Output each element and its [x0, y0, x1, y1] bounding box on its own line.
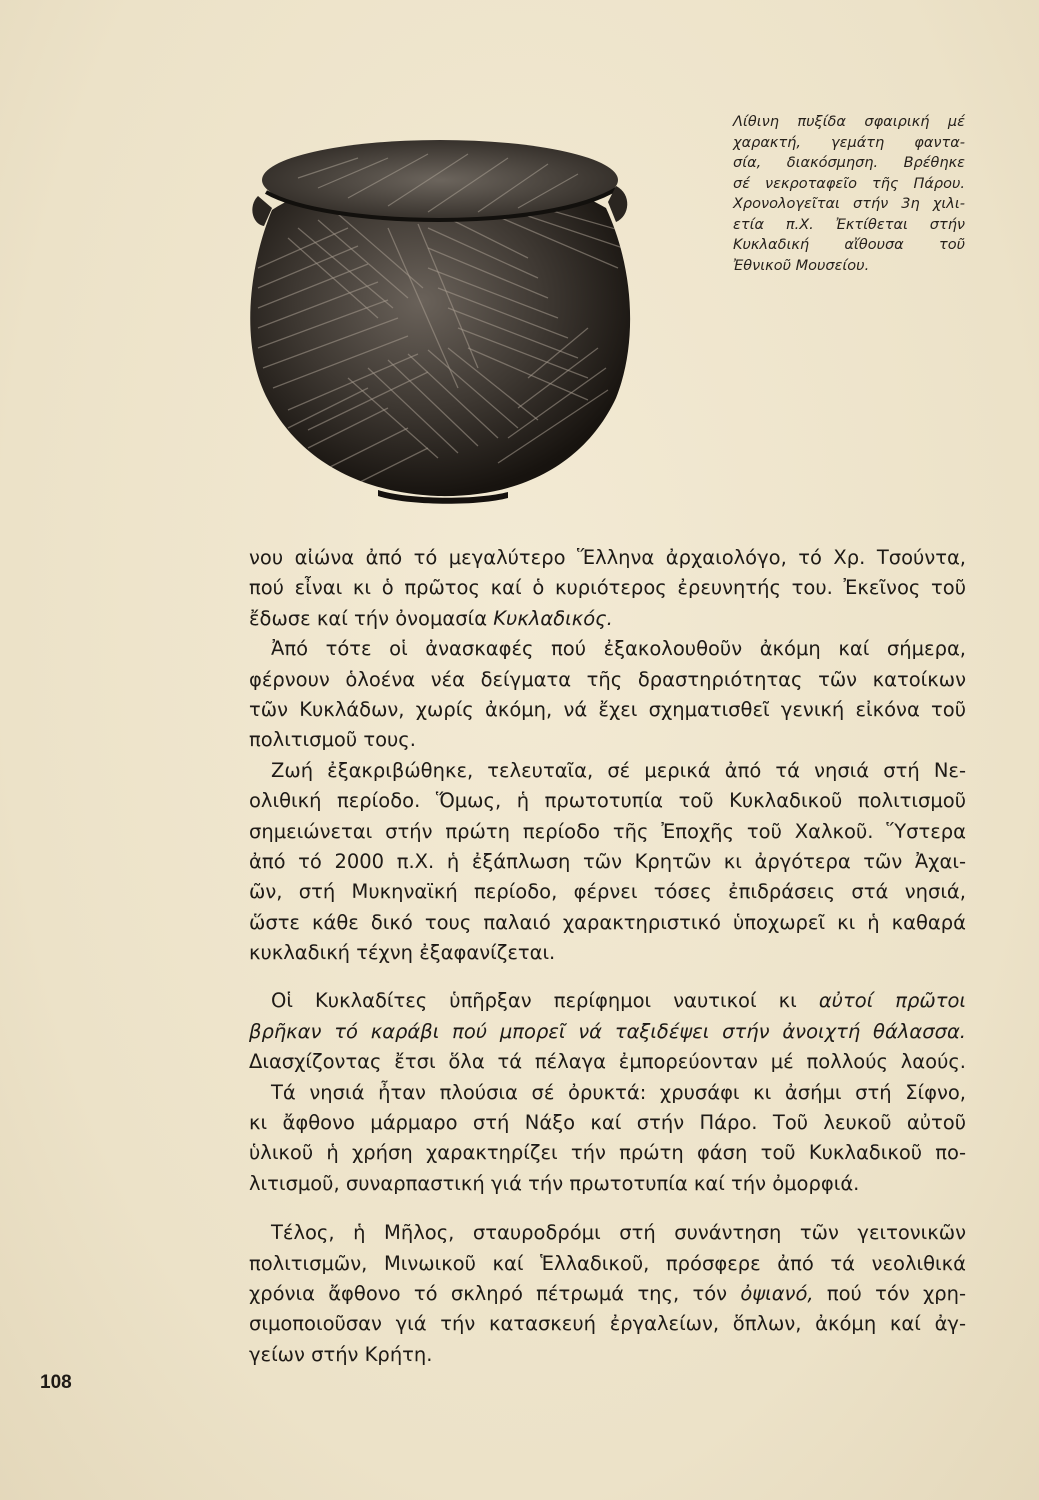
text-line: Τέλος, ἡ Μῆλος, σταυροδρόμι στή συνάντηση τῶν γειτονικῶν: [271, 1221, 966, 1245]
text-segment: πού τόν χρη-: [813, 1281, 966, 1305]
text-line: Ἀπό τότε οἱ ἀνασκαφές πού ἐξακολουθοῦν ἀκόμη καί σήμερα,: [271, 637, 966, 661]
text-line: σιμοποιοῦσαν γιά τήν κατασκευή ἐργαλείων, ὅπλων, ἀκόμη καί ἀγ-: [249, 1312, 966, 1336]
text-line: νου αἰώνα ἀπό τό μεγαλύτερο Ἕλληνα ἀρχαιολόγο, τό Χρ. Τσούντα,: [249, 546, 966, 569]
figure-caption: [733, 112, 965, 276]
body-text: [249, 543, 966, 1370]
caption-line: ετία π.Χ. Ἐκτίθεται στήν: [733, 216, 965, 233]
caption-line: Κυκλαδική αἴθουσα τοῦ: [733, 237, 965, 253]
text-segment: χρόνια ἄφθονο τό σκληρό πέτρωμά της, τόν: [249, 1281, 741, 1305]
text-line: λιτισμοῦ, συναρπαστική γιά τήν πρωτοτυπία καί τήν ὀμορφιά.: [249, 1171, 860, 1195]
caption-line: χαρακτή, γεμάτη φαντα-: [733, 134, 965, 151]
text-line: ῶν, στή Μυκηναϊκή περίοδο, φέρνει τόσες ἐπιδράσεις στά νησιά,: [249, 880, 966, 904]
text-line: σημειώνεται στήν πρώτη περίοδο τῆς Ἐποχῆς τοῦ Χαλκοῦ. Ὕστερα: [249, 819, 966, 843]
text-line: κυκλαδική τέχνη ἐξαφανίζεται.: [249, 941, 556, 965]
text-line: Ζωή ἐξακριβώθηκε, τελευταῖα, σέ μερικά ἀπό τά νησιά στή Νε-: [271, 758, 966, 782]
text-line: Τά νησιά ἦταν πλούσια σέ ὀρυκτά: χρυσάφι κι ἀσήμι στή Σίφνο,: [271, 1080, 966, 1104]
text-line: ἀπό τό 2000 π.Χ. ἡ ἐξάπλωση τῶν Κρητῶν κι ἀργότερα τῶν Ἀχαι-: [249, 849, 966, 873]
text-line: τῶν Κυκλάδων, χωρίς ἀκόμη, νά ἔχει σχηματισθεῖ γενική εἰκόνα τοῦ: [249, 697, 966, 721]
italic-term: Κυκλαδικός.: [493, 606, 613, 630]
text-segment: Οἱ Κυκλαδίτες ὑπῆρξαν περίφημοι ναυτικοί κι: [271, 989, 819, 1013]
caption-line: σέ νεκροταφεῖο τῆς Πάρου.: [733, 175, 965, 192]
stone-pyxis-image: [228, 128, 650, 508]
italic-text: αὐτοί πρῶτοι: [818, 989, 966, 1013]
text-line: ολιθική περίοδο. Ὅμως, ἡ πρωτοτυπία τοῦ Κυκλαδικοῦ πολιτισμοῦ: [249, 789, 966, 813]
text-line: κι ἄφθονο μάρμαρο στή Νάξο καί στήν Πάρο. Τοῦ λευκοῦ αὐτοῦ: [249, 1111, 966, 1135]
caption-line: Χρονολογεῖται στήν 3η χιλι-: [733, 196, 965, 212]
text-line: βρῆκαν τό καράβι πού μπορεῖ νά ταξιδέψει στήν ἀνοιχτή θάλασσα.: [249, 1019, 966, 1043]
text-line: ὥστε κάθε δικό τους παλαιό χαρακτηριστικό ὑποχωρεῖ κι ἡ καθαρά: [249, 910, 966, 934]
caption-line: Ἐθνικοῦ Μουσείου.: [733, 257, 870, 274]
page-number: 108: [40, 1372, 72, 1393]
text-line: γείων στήν Κρήτη.: [249, 1342, 433, 1366]
text-line: ὑλικοῦ ἡ χρήση χαρακτηρίζει τήν πρώτη φάση τοῦ Κυκλαδικοῦ πο-: [249, 1141, 966, 1165]
text-line: [249, 986, 966, 1016]
text-line: πού εἶναι κι ὁ πρῶτος καί ὁ κυριότερος ἐρευνητής του. Ἐκεῖνος τοῦ: [249, 576, 966, 600]
text-line: [249, 1279, 966, 1309]
text-line: [249, 604, 966, 634]
text-line: πολιτισμοῦ τους.: [249, 728, 416, 752]
italic-term: ὀψιανό,: [740, 1281, 814, 1305]
text-segment: ἔδωσε καί τήν ὀνομασία: [249, 606, 494, 630]
text-line: φέρνουν ὁλοένα νέα δείγματα τῆς δραστηριότητας τῶν κατοίκων: [249, 667, 966, 691]
text-line: Διασχίζοντας ἔτσι ὅλα τά πέλαγα ἐμπορεύονταν μέ πολλούς λαούς.: [249, 1050, 966, 1074]
text-line: πολιτισμῶν, Μινωικοῦ καί Ἑλλαδικοῦ, πρόσφερε ἀπό τά νεολιθικά: [249, 1251, 966, 1275]
caption-line: Λίθινη πυξίδα σφαιρική μέ: [733, 114, 965, 130]
caption-line: σία, διακόσμηση. Βρέθηκε: [733, 155, 965, 171]
